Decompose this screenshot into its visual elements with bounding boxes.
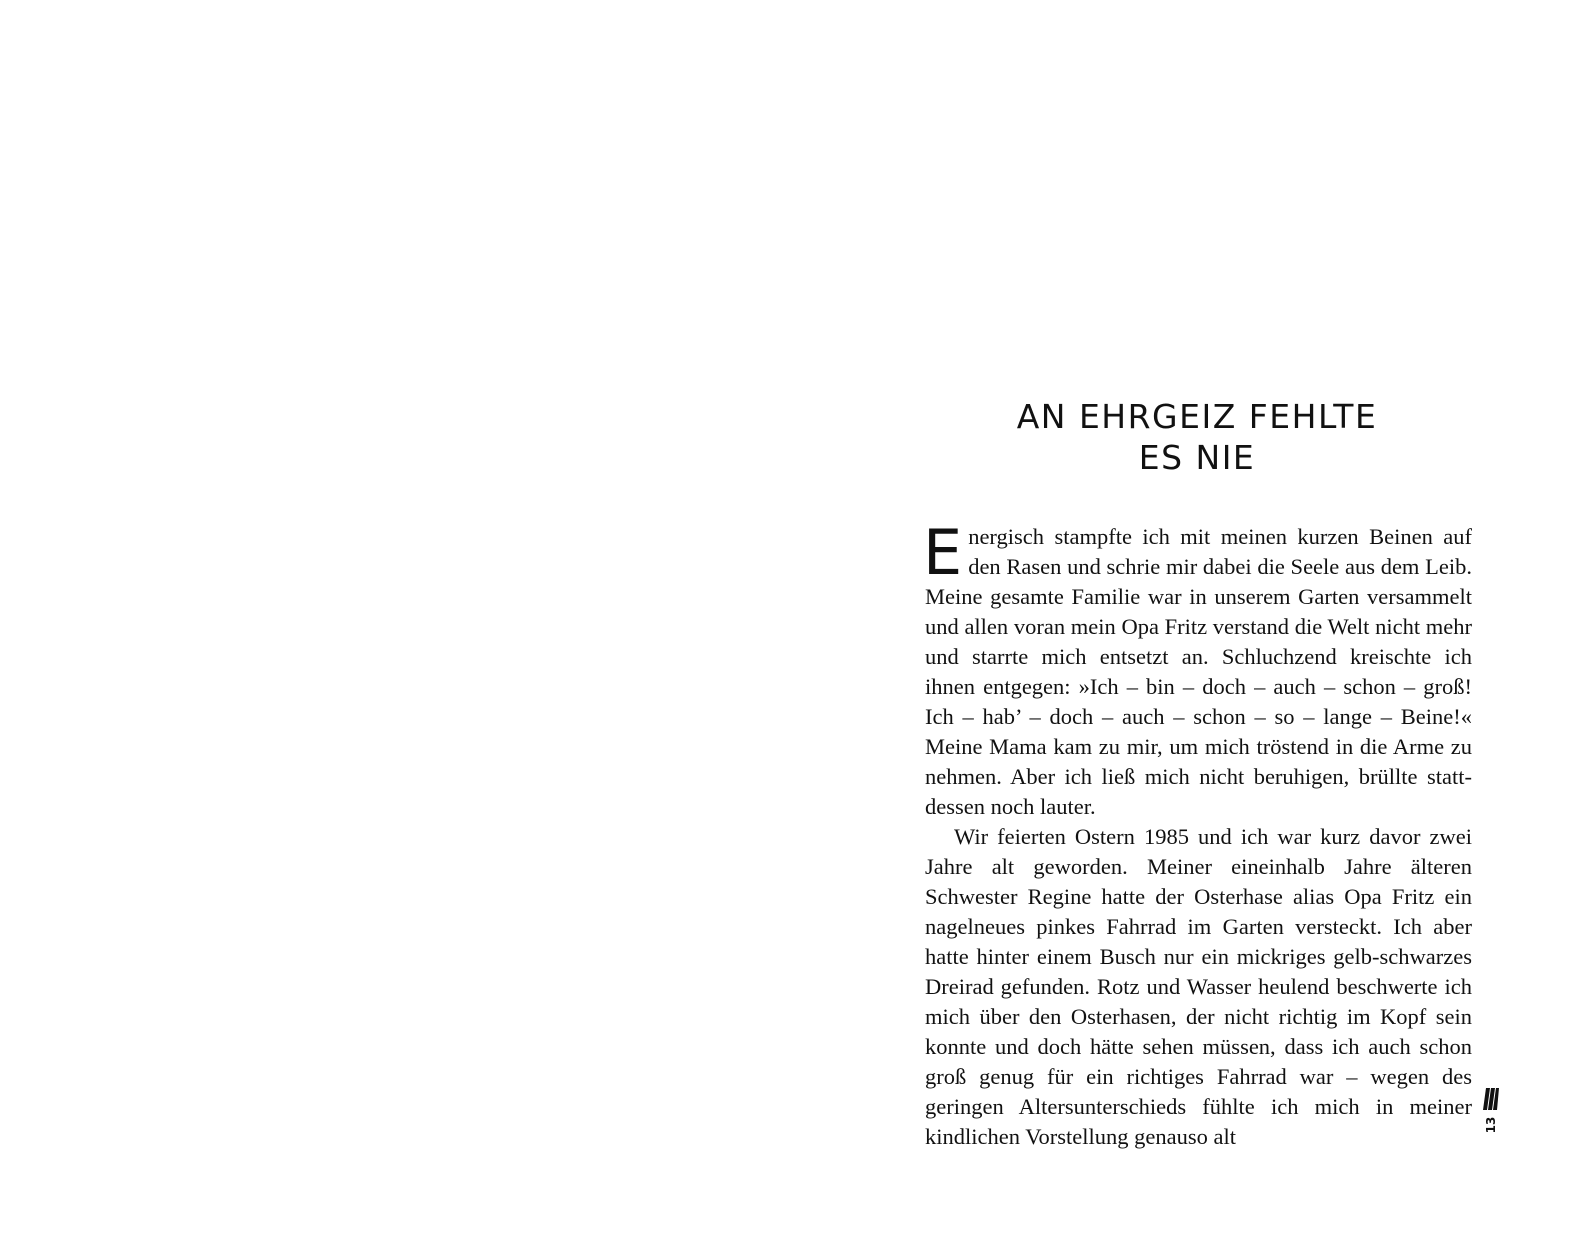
paragraph-2: Wir feierten Ostern 1985 und ich war kurz davor zwei Jahre alt geworden. Meiner eineinhalb Jahre älteren Schwester Regine hatte der Osterhase alias Opa Fritz ein nagelneues pinkes Fahrrad im Garten versteckt. Ich aber hatte hinter einem Busch nur ein mickriges gelb-schwarzes Dreirad gefunden. Rotz und Wasser heulend beschwerte ich mich über den Osterhasen, der nicht richtig im Kopf sein konnte und doch hätte sehen müssen, dass ich auch schon groß genug für ein richtiges Fahrrad war – wegen des geringen Altersunterschieds fühlte ich mich in meiner kindlichen Vorstellung genauso alt xyxy=(925,824,1472,1149)
drop-cap: E xyxy=(923,516,963,589)
chapter-title-line-2: ES NIE xyxy=(1138,438,1256,477)
folio xyxy=(1482,1088,1500,1136)
right-page xyxy=(797,0,1594,1240)
body-text xyxy=(923,516,1472,1152)
page-number: 13 xyxy=(1484,1116,1498,1134)
chapter-title xyxy=(927,396,1467,478)
paragraph-1-text: nergisch stampfte ich mit meinen kurzen Beinen auf den Rasen und schrie mir dabei die Seele aus dem Leib. Meine gesamte Familie war in unserem Garten versammelt und allen voran mein Opa Fritz verstand die Welt nicht mehr und starrte mich entsetzt an. Schluchzend kreischte ich ihnen entgegen: »Ich – bin – doch – auch – schon – groß! Ich – hab’ – doch – auch – schon – so – lange – Beine!« Meine Mama kam zu mir, um mich tröstend in die Arme zu nehmen. Aber ich ließ mich nicht beruhigen, brüllte stattdessen noch lauter. xyxy=(925,524,1472,819)
chapter-title-line-1: AN EHRGEIZ FEHLTE xyxy=(1016,397,1378,436)
paragraph-1 xyxy=(923,516,1472,822)
diagonal-stripes-icon xyxy=(1483,1088,1499,1110)
